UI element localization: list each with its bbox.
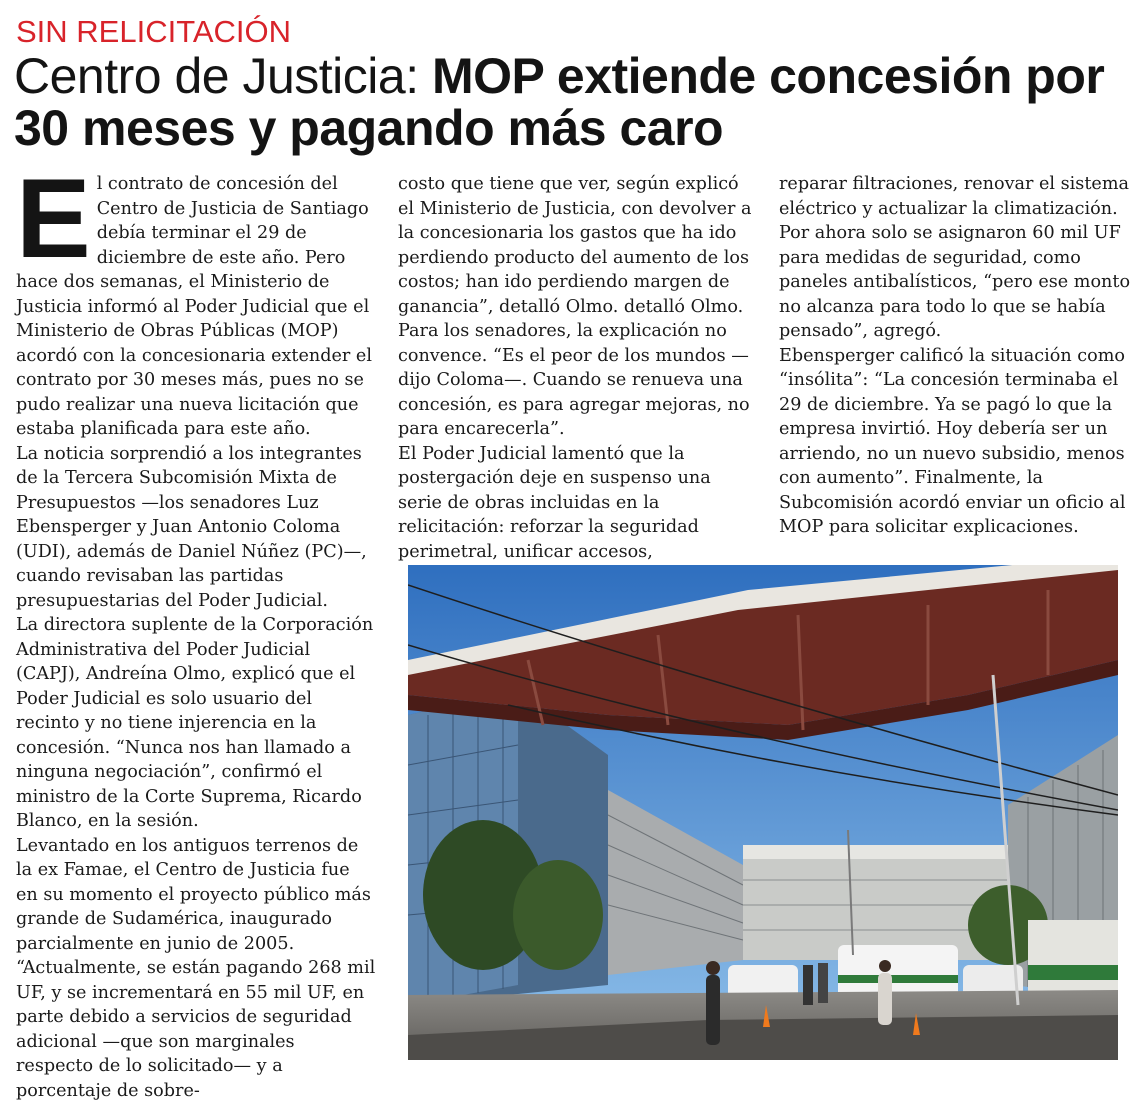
headline — [14, 50, 1139, 154]
article-column-1 — [16, 156, 376, 1103]
article-column-3 — [779, 172, 1135, 540]
paragraph: l contrato de concesión del Centro de Justicia de Santiago debía terminar el 29 de diciembre de este año. Pero hace dos semanas, el Ministerio de Justicia informó al Poder Judicial que el Ministerio de Obras Públicas (MOP) acordó con la concesionaria extender el contrato por 30 meses más, pues no se pudo realizar una nueva licitación que estaba planificada para este año. — [16, 174, 372, 439]
paragraph: La noticia sorprendió a los integrantes de la Tercera Subcomisión Mixta de Presupuestos —los senadores Luz Ebensperger y Juan Antonio Coloma (UDI), además de Daniel Núñez (PC)—, cuando revisaban las partidas presupuestarias del Poder Judicial. — [16, 443, 367, 611]
drop-cap: E — [16, 156, 91, 281]
paragraph: Levantado en los antiguos terrenos de la ex Famae, el Centro de Justicia fue en su momento el proyecto público más grande de Sudamérica, inaugurado parcialmente en junio de 2005. — [16, 835, 371, 954]
paragraph: Por ahora solo se asignaron 60 mil UF para medidas de seguridad, como paneles antibalísticos, “pero ese monto no alcanza para todo lo que se había pensado”, agregó. — [779, 223, 1131, 341]
kicker-label: SIN RELICITACIÓN — [16, 14, 292, 49]
article-column-2 — [398, 172, 754, 564]
paragraph: El Poder Judicial lamentó que la postergación deje en suspenso una serie de obras incluidas en la relicitación: reforzar la seguridad perimetral, unificar accesos, — [398, 443, 711, 562]
headline-light: Centro de Justicia: — [14, 48, 419, 104]
paragraph: La directora suplente de la Corporación Administrativa del Poder Judicial (CAPJ), Andreína Olmo, explicó que el Poder Judicial es solo usuario del recinto y no tiene injerencia en la concesión. “Nunca nos han llamado a ninguna negociación”, confirmó el ministro de la Corte Suprema, Ricardo Blanco, en la sesión. — [16, 615, 374, 831]
paragraph: costo que tiene que ver, según explicó el Ministerio de Justicia, con devolver a la concesionaria los gastos que ha ido perdiendo producto del aumento de los costos; han ido perdiendo margen de ganancia”, detalló Olmo. detalló Olmo. — [398, 174, 752, 317]
justice-center-photo — [408, 565, 1118, 1060]
paragraph: Para los senadores, la explicación no convence. “Es el peor de los mundos —dijo Coloma—. Cuando se renueva una concesión, es para agregar mejoras, no para encarecerla”. — [398, 321, 750, 439]
headline-bold: MOP extiende concesión por 30 meses y pagando más caro — [14, 48, 1105, 156]
paragraph: Ebensperger calificó la situación como “insólita”: “La concesión terminaba el 29 de diciembre. Ya se pagó lo que la empresa invirtió. Hoy debería ser un arriendo, no un nuevo subsidio, menos con aumento”. Finalmente, la Subcomisión acordó enviar un oficio al MOP para solicitar explicaciones. — [779, 345, 1126, 537]
paragraph: reparar filtraciones, renovar el sistema eléctrico y actualizar la climatización. — [779, 174, 1129, 219]
paragraph: “Actualmente, se están pagando 268 mil UF, y se incrementará en 55 mil UF, en parte debido a servicios de seguridad adicional —que son marginales respecto de lo solicitado— y a porcentaje de sobre- — [16, 958, 376, 1101]
